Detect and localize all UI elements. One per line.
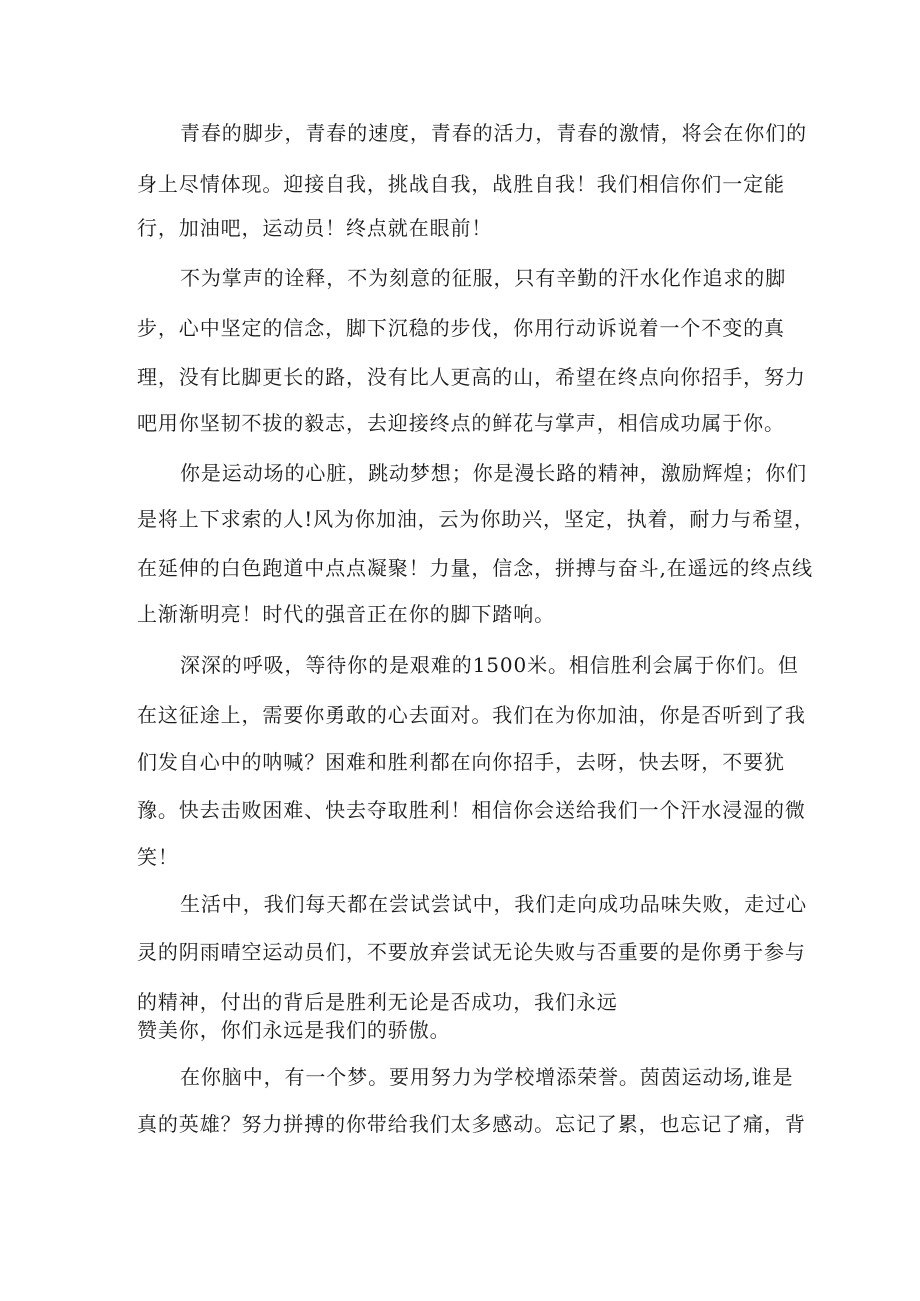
paragraph-2-line-2: 步，心中坚定的信念，脚下沉稳的步伐，你用行动诉说着一个不变的真 (137, 316, 785, 340)
paragraph-2-line-4: 吧用你坚韧不拔的毅志，去迎接终点的鲜花与掌声，相信成功属于你。 (137, 411, 785, 435)
paragraph-5-line-1: 生活中，我们每天都在尝试尝试中，我们走向成功品味失败，走过心 (180, 892, 807, 916)
paragraph-5-line-2: 灵的阴雨晴空运动员们，不要放弃尝试无论失败与否重要的是你勇于参与 (137, 940, 806, 964)
paragraph-2-line-1: 不为掌声的诠释，不为刻意的征服，只有辛勤的汗水化作追求的脚 (180, 266, 787, 290)
paragraph-6-line-1: 在你脑中，有一个梦。要用努力为学校增添荣誉。茵茵运动场,谁是 (180, 1065, 794, 1089)
paragraph-1-line-3: 行，加油吧，运动员！终点就在眼前！ (137, 216, 493, 240)
paragraph-4-line-3: 们发自心中的呐喊？困难和胜利都在向你招手，去呀，快去呀，不要犹 (137, 750, 785, 774)
paragraph-4-line-4: 豫。快去击败困难、快去夺取胜利！相信你会送给我们一个汗水浸湿的微 (137, 798, 806, 822)
paragraph-1-line-2: 身上尽情体现。迎接自我，挑战自我，战胜自我！我们相信你们一定能 (137, 172, 785, 196)
paragraph-4-line-1: 深深的呼吸，等待你的是艰难的1500米。相信胜利会属于你们。但 (180, 653, 799, 677)
paragraph-4-line-2: 在这征途上，需要你勇敢的心去面对。我们在为你加油，你是否听到了我 (137, 703, 806, 727)
paragraph-3-line-4: 上渐渐明亮！时代的强音正在你的脚下踏响。 (137, 602, 555, 626)
paragraph-3-line-3: 在延伸的白色跑道中点点凝聚！力量，信念，拼搏与奋斗,在遥远的终点线 (137, 556, 814, 580)
paragraph-5-line-3: 的精神，付出的背后是胜利无论是否成功，我们永远 (137, 990, 618, 1014)
paragraph-2-line-3: 理，没有比脚更长的路，没有比人更高的山，希望在终点向你招手，努力 (137, 365, 806, 389)
paragraph-6-line-2: 真的英雄？努力拼搏的你带给我们太多感动。忘记了累，也忘记了痛，背 (137, 1112, 806, 1136)
paragraph-5-line-4: 赞美你，你们永远是我们的骄傲。 (137, 1018, 451, 1042)
paragraph-3-line-1: 你是运动场的心脏，跳动梦想；你是漫长路的精神，激励辉煌；你们 (180, 461, 807, 485)
paragraph-1-line-1: 青春的脚步，青春的速度，青春的活力，青春的激情，将会在你们的 (180, 121, 807, 145)
paragraph-3-line-2: 是将上下求索的人!风为你加油，云为你助兴，坚定，执着，耐力与希望， (137, 507, 815, 531)
paragraph-4-line-5: 笑！ (137, 845, 179, 869)
